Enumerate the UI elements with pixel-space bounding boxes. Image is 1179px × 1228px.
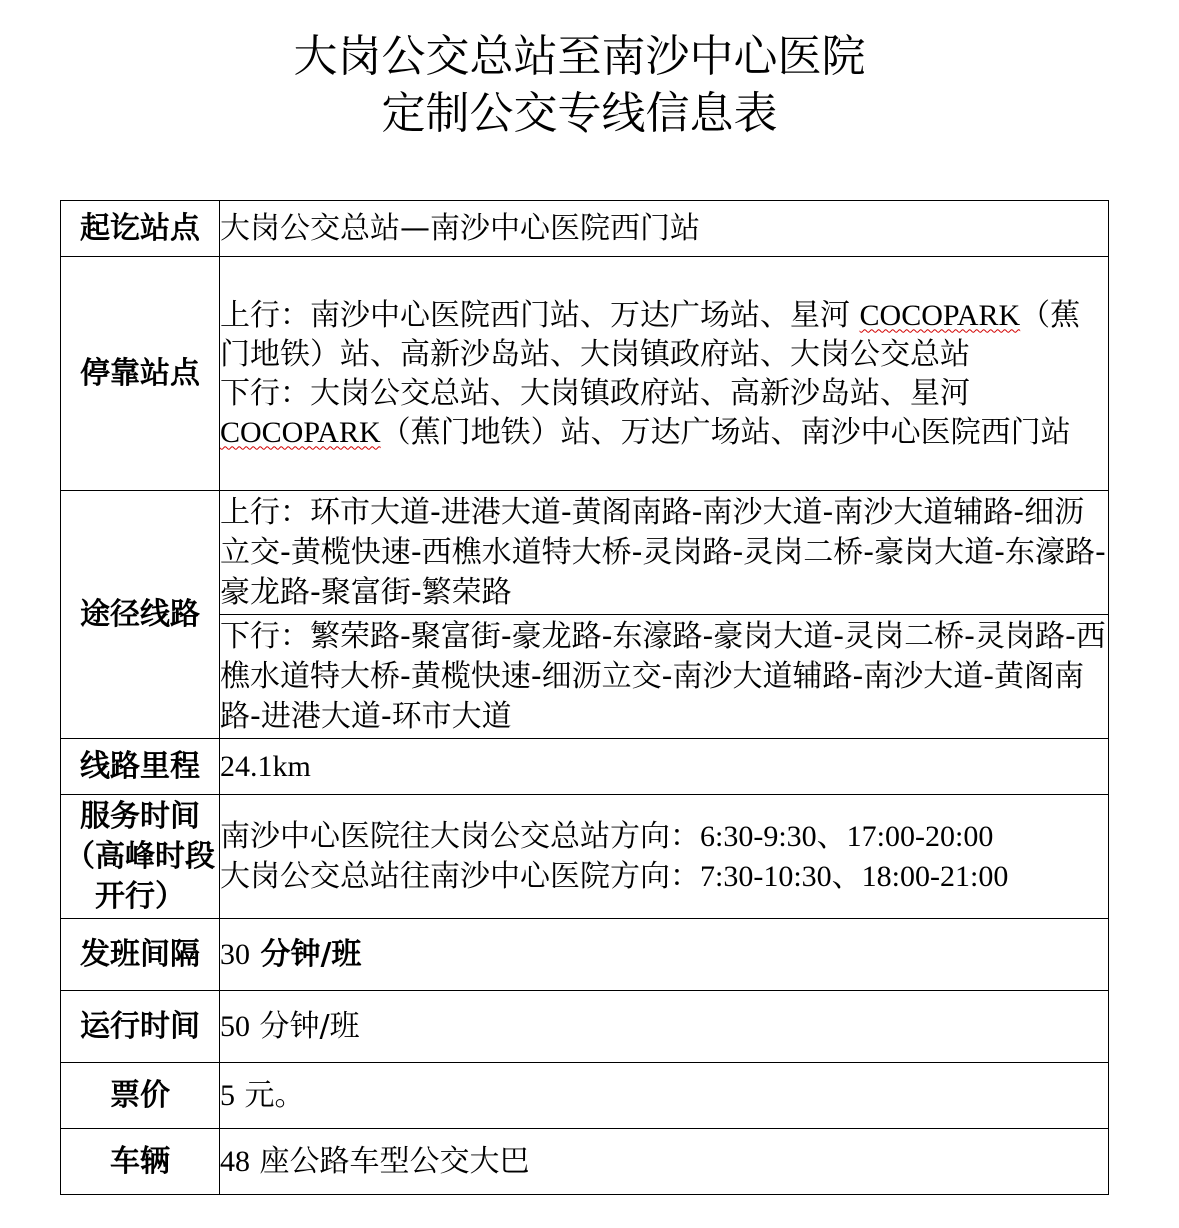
stops-down-text: 下行：大岗公交总站、大岗镇政府站、高新沙岛站、星河 <box>220 375 970 411</box>
stops-up-text: 上行：南沙中心医院西门站、万达广场站、星河 <box>220 297 850 333</box>
row-fare <box>61 1063 1109 1129</box>
value-stops <box>220 257 1109 491</box>
fare-unit: 元。 <box>235 1077 305 1113</box>
interval-number: 30 <box>220 937 250 971</box>
interval-unit: 分钟/班 <box>250 936 362 972</box>
value-route-up: 上行：环市大道-进港大道-黄阁南路-南沙大道-南沙大道辅路-细沥立交-黄榄快速-西樵水道特大桥-灵岗路-灵岗二桥-豪岗大道-东濠路-豪龙路-聚富街-繁荣路 <box>220 491 1109 615</box>
fare-number: 5 <box>220 1078 235 1112</box>
runtime-number: 50 <box>220 1009 250 1043</box>
row-stops <box>61 257 1109 491</box>
row-vehicle <box>61 1129 1109 1195</box>
label-fare: 票价 <box>61 1063 220 1129</box>
runtime-unit: 分钟/班 <box>250 1008 360 1044</box>
stops-down <box>220 374 1108 452</box>
value-runtime <box>220 991 1109 1063</box>
service-line-1-text: 南沙中心医院往大岗公交总站方向： <box>220 818 700 854</box>
stops-up-text-2: （蕉门地铁）站、高新沙岛站、大岗镇政府站、大岗公交总站 <box>220 297 1081 372</box>
title-line-1: 大岗公交总站至南沙中心医院 <box>293 31 866 82</box>
vehicle-unit: 座公路车型公交大巴 <box>250 1143 530 1179</box>
stops-down-text-2: （蕉门地铁）站、万达广场站、南沙中心医院西门站 <box>380 414 1071 450</box>
label-service: 服务时间（高峰时段开行） <box>61 795 220 919</box>
value-distance: 24.1km <box>220 739 1109 795</box>
service-line-1 <box>220 817 1108 857</box>
label-interval: 发班间隔 <box>61 919 220 991</box>
row-route-up <box>61 491 1109 615</box>
label-route: 途径线路 <box>61 491 220 739</box>
label-runtime: 运行时间 <box>61 991 220 1063</box>
service-line-1-time: 6:30-9:30、17:00-20:00 <box>700 819 994 853</box>
title-line-2: 定制公交专线信息表 <box>381 88 778 139</box>
info-table <box>60 200 1109 1195</box>
value-fare <box>220 1063 1109 1129</box>
label-vehicle: 车辆 <box>61 1129 220 1195</box>
value-interval <box>220 919 1109 991</box>
service-line-2-time: 7:30-10:30、18:00-21:00 <box>700 859 1009 893</box>
value-vehicle <box>220 1129 1109 1195</box>
row-runtime <box>61 991 1109 1063</box>
row-distance <box>61 739 1109 795</box>
service-line-2-text: 大岗公交总站往南沙中心医院方向： <box>220 858 700 894</box>
label-distance: 线路里程 <box>61 739 220 795</box>
value-endpoints: 大岗公交总站—南沙中心医院西门站 <box>220 201 1109 257</box>
value-route-down: 下行：繁荣路-聚富街-豪龙路-东濠路-豪岗大道-灵岗二桥-灵岗路-西樵水道特大桥-黄榄快速-细沥立交-南沙大道辅路-南沙大道-黄阁南路-进港大道-环市大道 <box>220 615 1109 739</box>
vehicle-number: 48 <box>220 1144 250 1178</box>
stops-up <box>220 296 1108 374</box>
row-interval <box>61 919 1109 991</box>
label-stops: 停靠站点 <box>61 257 220 491</box>
stops-down-cocopark: COCOPARK <box>220 415 381 449</box>
row-endpoints <box>61 201 1109 257</box>
service-line-2 <box>220 857 1108 897</box>
stops-up-cocopark: COCOPARK <box>859 298 1021 332</box>
value-service <box>220 795 1109 919</box>
document-title <box>0 28 1159 142</box>
row-service <box>61 795 1109 919</box>
label-endpoints: 起讫站点 <box>61 201 220 257</box>
